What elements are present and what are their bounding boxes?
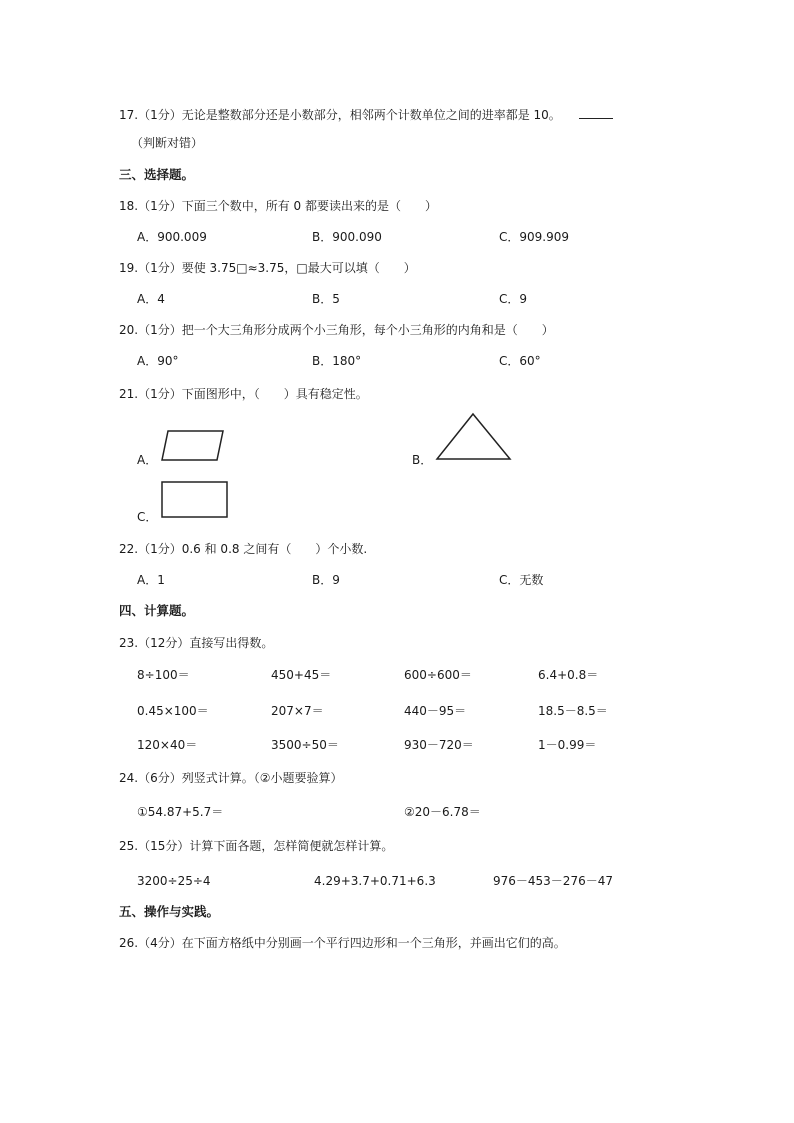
- question-22-stem: 22.（1分）0.6 和 0.8 之间有（ ）个小数.: [119, 542, 368, 556]
- question-20-stem: 20.（1分）把一个大三角形分成两个小三角形，每个小三角形的内角和是（ ）: [119, 323, 554, 337]
- calc-item: 207×7＝: [271, 704, 324, 718]
- section-3-title: 三、选择题。: [119, 167, 195, 182]
- section-4-title: 四、计算题。: [119, 603, 195, 618]
- option-a[interactable]: A．4: [137, 292, 165, 306]
- option-a[interactable]: A．90°: [137, 354, 179, 368]
- calc-item: 440－95＝: [404, 704, 467, 718]
- question-18-stem: 18.（1分）下面三个数中，所有 0 都要读出来的是（ ）: [119, 199, 437, 213]
- rectangle-icon[interactable]: [160, 480, 230, 520]
- question-17-note: （判断对错）: [131, 136, 204, 150]
- option-c[interactable]: C．60°: [499, 354, 541, 368]
- calc-item: 930－720＝: [404, 738, 474, 752]
- question-17: [119, 106, 613, 123]
- option-a[interactable]: A．1: [137, 573, 165, 587]
- option-c[interactable]: C．无数: [499, 573, 544, 587]
- simplify-item-2: 4.29+3.7+0.71+6.3: [314, 874, 436, 888]
- calc-item: 1－0.99＝: [538, 738, 597, 752]
- section-5-title: 五、操作与实践。: [119, 904, 220, 919]
- vertical-calc-item-2: ②20－6.78＝: [404, 805, 481, 819]
- option-b[interactable]: B．9: [312, 573, 340, 587]
- calc-item: 600÷600＝: [404, 668, 472, 682]
- calc-item: 8÷100＝: [137, 668, 190, 682]
- question-17-text: 17.（1分）无论是整数部分还是小数部分，相邻两个计数单位之间的进率都是 10。: [119, 108, 561, 122]
- option-b[interactable]: B．180°: [312, 354, 362, 368]
- calc-item: 120×40＝: [137, 738, 198, 752]
- question-21-stem: 21.（1分）下面图形中，（ ）具有稳定性。: [119, 387, 368, 401]
- option-a[interactable]: A．900.009: [137, 230, 207, 244]
- question-23-stem: 23.（12分）直接写出得数。: [119, 636, 274, 650]
- calc-item: 450+45＝: [271, 668, 332, 682]
- option-c[interactable]: C．: [137, 510, 158, 524]
- option-a[interactable]: A．: [137, 453, 158, 467]
- calc-item: 0.45×100＝: [137, 704, 209, 718]
- option-c[interactable]: C．909.909: [499, 230, 570, 244]
- calc-item: 3500÷50＝: [271, 738, 339, 752]
- option-b[interactable]: B．5: [312, 292, 340, 306]
- question-26-stem: 26.（4分）在下面方格纸中分别画一个平行四边形和一个三角形，并画出它们的高。: [119, 936, 566, 950]
- simplify-item-1: 3200÷25÷4: [137, 874, 211, 888]
- question-24-stem: 24.（6分）列竖式计算。（②小题要验算）: [119, 771, 343, 785]
- vertical-calc-item-1: ①54.87+5.7＝: [137, 805, 224, 819]
- calc-item: 6.4+0.8＝: [538, 668, 599, 682]
- triangle-icon[interactable]: [435, 412, 515, 462]
- parallelogram-icon[interactable]: [160, 430, 226, 462]
- option-b[interactable]: B．: [412, 453, 433, 467]
- simplify-item-3: 976－453－276－47: [493, 874, 613, 888]
- calc-item: 18.5－8.5＝: [538, 704, 608, 718]
- question-19-stem: 19.（1分）要使 3.75□≈3.75，□最大可以填（ ）: [119, 261, 416, 275]
- answer-blank[interactable]: [579, 106, 613, 119]
- question-25-stem: 25.（15分）计算下面各题，怎样简便就怎样计算。: [119, 839, 394, 853]
- option-c[interactable]: C．9: [499, 292, 528, 306]
- option-b[interactable]: B．900.090: [312, 230, 382, 244]
